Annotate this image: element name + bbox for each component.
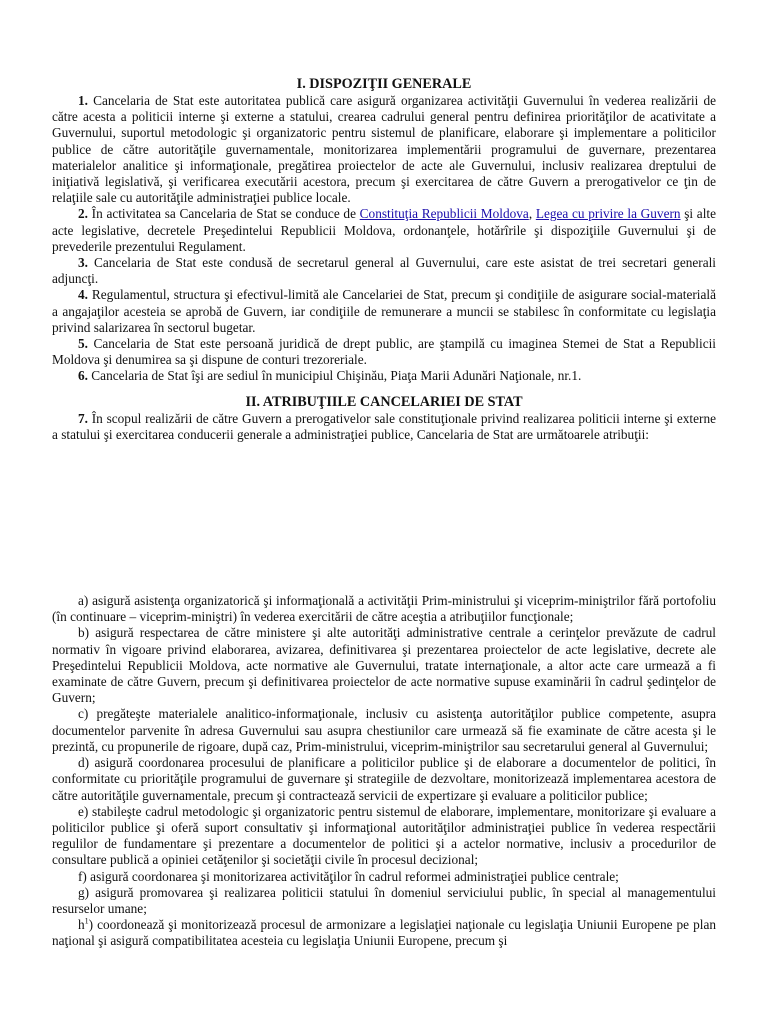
item-b: b) asigură respectarea de către ministere şi alte autorităţi administrative centrale a cerinţelor prevăzute de cadrul normativ în vigoare privind elaborarea, avizarea, definitivarea şi prezentarea proiectelor de acte legislative, decrete ale Preşedintelui Republicii Moldova, acte normative ale Guvernului, tratate internaţionale, a altor acte care urmează a fi examinate de către Guvern, precum şi definitivarea proiectelor de acte normative supuse examinării în cadrul şedinţelor de Guvern;: [52, 625, 716, 706]
item-d: d) asigură coordonarea procesului de planificare a politicilor publice şi de elaborare a documentelor de politici, în conformitate cu priorităţile programului de guvernare şi strategiile de dezvoltare, monitorizează implementarea acestora de către autorităţile guvernamentale, precum şi contractează servicii de expertizare şi evaluare a politicilor publice;: [52, 755, 716, 803]
government-law-link[interactable]: Legea cu privire la Guvern: [535, 206, 681, 222]
item-h1-text: ) coordonează şi monitorizează procesul de armonizare a legislaţiei naţionale cu legislaţia Uniunii Europene pe plan naţional şi asigură compatibilitatea acesteia cu legislaţia Uniunii Europene, precum şi: [52, 917, 716, 949]
paragraph-2-number: 2.: [78, 206, 88, 222]
item-a: a) asigură asistenţa organizatorică şi informaţională a activităţii Prim-ministrului şi viceprim-miniştrilor fără portofoliu (în continuare – viceprim-miniştri) în vederea exercitării de către aceştia a atribuţiilor funcţionale;: [52, 593, 716, 625]
paragraph-6-text: Cancelaria de Stat îşi are sediul în municipiul Chişinău, Piaţa Marii Adunări Naţionale, nr.1.: [87, 368, 582, 384]
item-h1-label: h: [78, 917, 85, 933]
paragraph-7: [52, 411, 716, 443]
item-c: c) pregăteşte materialele analitico-informaţionale, inclusiv cu asistenţa autorităţilor publice competente, asupra documentelor parvenite în adresa Guvernului sau asupra chestiunilor care urmează să fie examinate de către acesta şi le prezintă, cu propunerile de rigoare, după caz, Prim-ministrului, viceprim-miniştrilor sau secretarului general al Guvernului;: [52, 706, 716, 754]
paragraph-2: [52, 206, 716, 255]
section-1-heading: I. DISPOZIŢII GENERALE: [296, 76, 472, 92]
paragraph-5-text: Cancelaria de Stat este persoană juridică de drept public, are ştampilă cu imaginea Stemei de Stat a Republicii Moldova şi denumirea sa şi dispune de conturi trezoreriale.: [52, 336, 716, 368]
paragraph-5: [52, 336, 716, 368]
paragraph-4: [52, 287, 716, 336]
item-e: e) stabileşte cadrul metodologic şi organizatoric pentru sistemul de elaborare, implementare, monitorizare şi evaluare a politicilor publice şi oferă suport consultativ şi informaţional autorităţilor administraţiei publice în vederea respectării regulilor de fundamentare şi prezentare a documentelor de politici şi a actelor normative, inclusiv a procedurilor de consultare publică a opiniei cetăţenilor şi societăţii civile în procesul decizional;: [52, 803, 716, 868]
item-h1: [52, 917, 716, 949]
paragraph-1-text: Cancelaria de Stat este autoritatea publică care asigură organizarea activităţii Guvernului în vederea realizării de către acesta a politicii interne şi externe a statului, crearea cadrului general pentru definirea priorităţilor de acativitate a Guvernului, suportul metodologic şi organizatoric pentru sistemul de planificare, elaborare şi implementare a politicilor publice de către autorităţile guvernamentale, monitorizarea implementării programului de guvernare, prezentarea materialelor analitice şi informaţionale, pregătirea proiectelor de acte ale Guvernului, inclusiv realizarea dreptului de iniţiativă legislativă, şi verificarea executării acestora, precum şi exercitarea de către Guvern a prerogativelor ce ţin de relaţiile sale cu autorităţile administraţiei publice locale.: [52, 93, 716, 206]
paragraph-3-text: Cancelaria de Stat este condusă de secretarul general al Guvernului, care este asistat de trei secretari generali adjuncţi.: [52, 255, 716, 287]
paragraph-1-number: 1.: [78, 93, 88, 108]
paragraph-3-number: 3.: [78, 255, 88, 271]
paragraph-3: [52, 255, 716, 287]
paragraph-6-number: 6.: [78, 368, 88, 384]
item-f: f) asigură coordonarea şi monitorizarea activităţilor în cadrul reformei administraţiei publice centrale;: [78, 868, 619, 884]
paragraph-2-text-pre: În activitatea sa Cancelaria de Stat se conduce de: [87, 206, 360, 222]
constitution-link[interactable]: Constituţia Republicii Moldova: [359, 206, 529, 222]
paragraph-7-text: În scopul realizării de către Guvern a prerogativelor sale constituţionale privind realizarea politicii interne şi externe a statului şi exercitarea conducerii generale a administraţiei publice, Cancelaria de Stat are următoarele atribuţii:: [52, 410, 716, 442]
item-h1-superscript: 1: [84, 916, 89, 926]
paragraph-2-text-post: şi alte acte legislative, decretele Preşedintelui Republicii Moldova, ordonanţele, hotărîrile şi dispoziţiile Guvernului şi de prevederile prezentului Regulament.: [52, 206, 716, 254]
blank-space: [52, 443, 716, 593]
paragraph-1: [52, 93, 716, 206]
paragraph-6: [52, 368, 716, 384]
item-g: g) asigură promovarea şi realizarea politicii statului în domeniul serviciului public, în special al managementului resurselor umane;: [52, 884, 716, 916]
paragraph-7-number: 7.: [78, 410, 88, 426]
paragraph-4-text: Regulamentul, structura şi efectivul-limită ale Cancelariei de Stat, precum şi condiţiile de asigurare social-materială a angajaţilor acesteia se aprobă de Guvern, iar condiţiile de remunerare a muncii se stabilesc în conformitate cu legislaţia privind salarizarea în sectorul bugetar.: [52, 287, 716, 335]
paragraph-4-number: 4.: [78, 287, 88, 303]
section-2-heading: II. ATRIBUŢIILE CANCELARIEI DE STAT: [245, 393, 523, 410]
paragraph-5-number: 5.: [78, 336, 88, 352]
paragraph-2-text-mid: ,: [528, 206, 536, 222]
